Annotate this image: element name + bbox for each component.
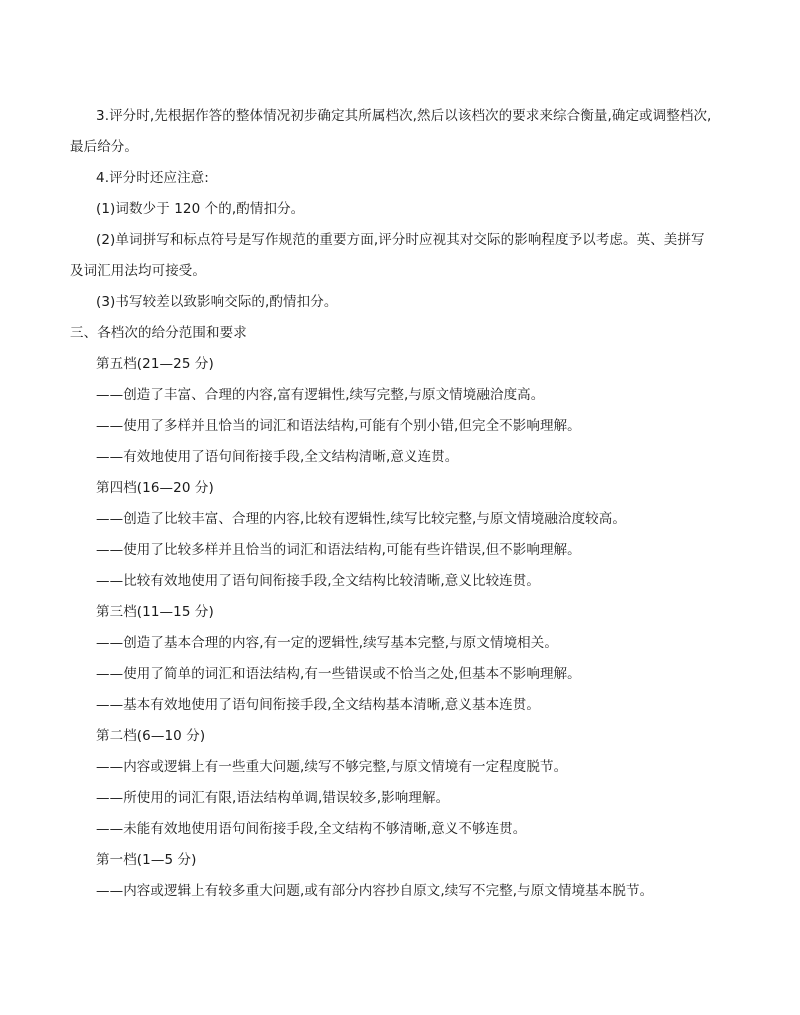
level-5-item: ——创造了丰富、合理的内容,富有逻辑性,续写完整,与原文情境融洽度高。 — [96, 387, 545, 403]
level-4-item: ——比较有效地使用了语句间衔接手段,全文结构比较清晰,意义比较连贯。 — [96, 573, 540, 589]
level-4-item: ——使用了比较多样并且恰当的词汇和语法结构,可能有些许错误,但不影响理解。 — [96, 542, 581, 558]
level-4-heading: 第四档(16—20 分) — [96, 480, 214, 496]
note-2: (2)单词拼写和标点符号是写作规范的重要方面,评分时应视其对交际的影响程度予以考虑。英、美拼写 — [96, 232, 705, 248]
paragraph-rule-3-cont: 最后给分。 — [70, 139, 138, 155]
level-2-item: ——未能有效地使用语句间衔接手段,全文结构不够清晰,意义不够连贯。 — [96, 821, 527, 837]
note-1: (1)词数少于 120 个的,酌情扣分。 — [96, 201, 305, 217]
level-5-item: ——使用了多样并且恰当的词汇和语法结构,可能有个别小错,但完全不影响理解。 — [96, 418, 581, 434]
paragraph-rule-4: 4.评分时还应注意: — [96, 170, 209, 186]
level-2-heading: 第二档(6—10 分) — [96, 728, 206, 744]
level-2-item: ——所使用的词汇有限,语法结构单调,错误较多,影响理解。 — [96, 790, 450, 806]
level-5-item: ——有效地使用了语句间衔接手段,全文结构清晰,意义连贯。 — [96, 449, 459, 465]
section-heading: 三、各档次的给分范围和要求 — [70, 325, 247, 341]
level-1-item: ——内容或逻辑上有较多重大问题,或有部分内容抄自原文,续写不完整,与原文情境基本脱节。 — [96, 883, 654, 899]
level-3-item: ——使用了简单的词汇和语法结构,有一些错误或不恰当之处,但基本不影响理解。 — [96, 666, 581, 682]
note-3: (3)书写较差以致影响交际的,酌情扣分。 — [96, 294, 338, 310]
paragraph-rule-3: 3.评分时,先根据作答的整体情况初步确定其所属档次,然后以该档次的要求来综合衡量,确定或调整档次, — [96, 108, 712, 124]
level-2-item: ——内容或逻辑上有一些重大问题,续写不够完整,与原文情境有一定程度脱节。 — [96, 759, 568, 775]
level-1-heading: 第一档(1—5 分) — [96, 852, 197, 868]
level-3-item: ——基本有效地使用了语句间衔接手段,全文结构基本清晰,意义基本连贯。 — [96, 697, 540, 713]
level-4-item: ——创造了比较丰富、合理的内容,比较有逻辑性,续写比较完整,与原文情境融洽度较高。 — [96, 511, 626, 527]
level-3-heading: 第三档(11—15 分) — [96, 604, 214, 620]
note-2-cont: 及词汇用法均可接受。 — [70, 263, 206, 279]
level-5-heading: 第五档(21—25 分) — [96, 356, 214, 372]
level-3-item: ——创造了基本合理的内容,有一定的逻辑性,续写基本完整,与原文情境相关。 — [96, 635, 558, 651]
